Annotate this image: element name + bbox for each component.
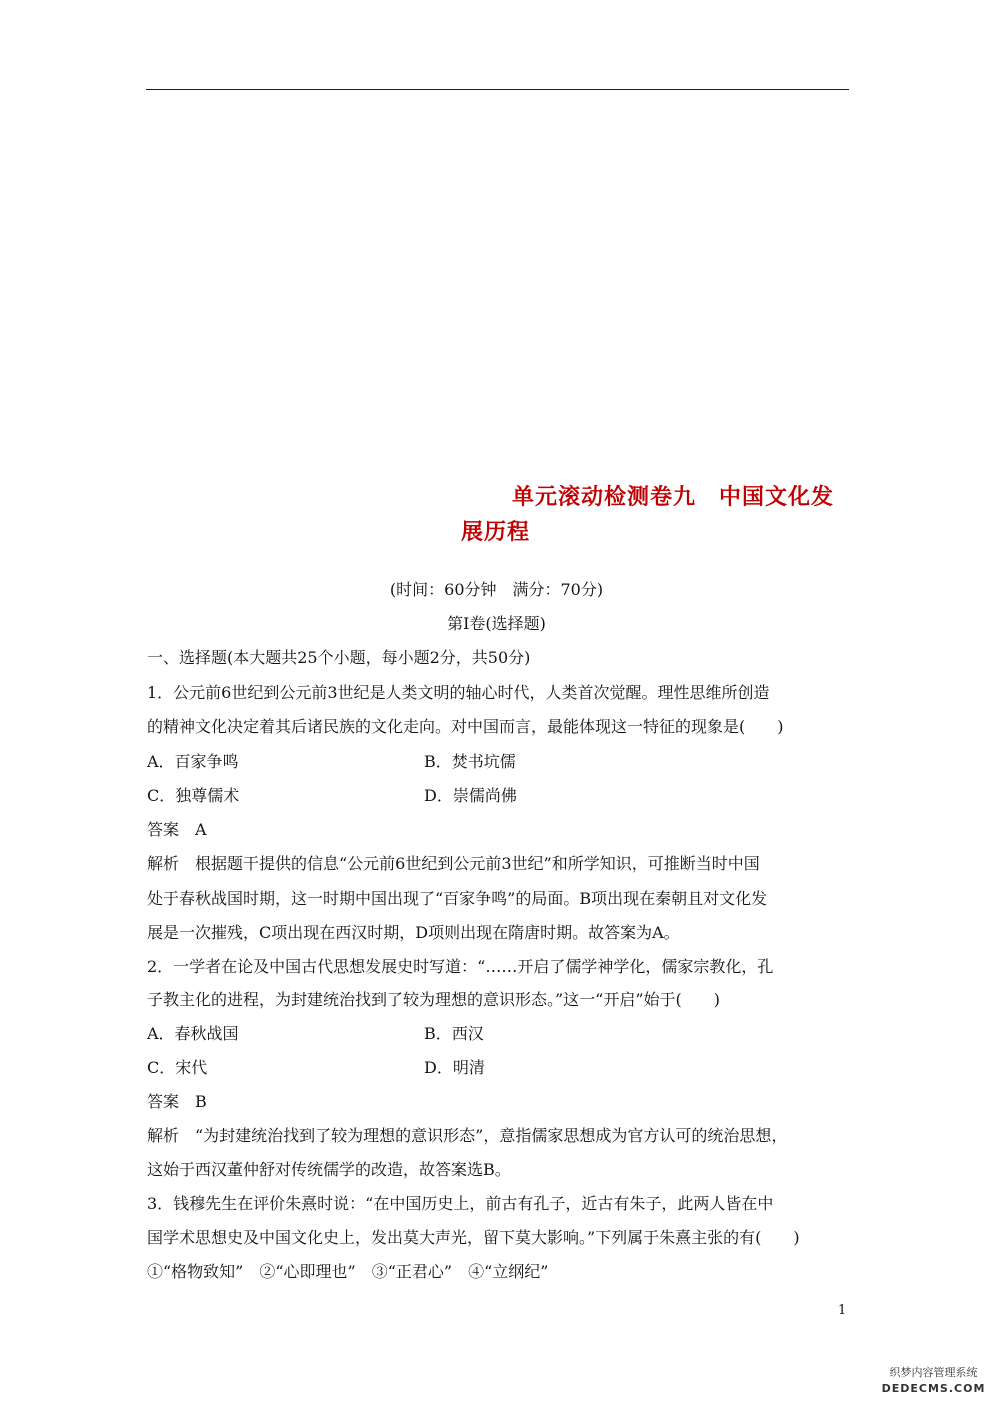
q1-answer: 答案 A <box>147 820 207 839</box>
watermark <box>876 1365 991 1401</box>
q1-explanation-line1: 解析 根据题干提供的信息“公元前6世纪到公元前3世纪”和所学知识，可推断当时中国 <box>147 854 760 873</box>
doc-title-line1: 单元滚动检测卷九 中国文化发 <box>512 484 835 510</box>
q1-option-b: B．焚书坑儒 <box>424 752 516 771</box>
q1-option-d: D．崇儒尚佛 <box>424 786 517 805</box>
q3-stem-line2: 国学术思想史及中国文化史上，发出莫大声光，留下莫大影响。”下列属于朱熹主张的有( ) <box>147 1228 800 1247</box>
q2-option-c: C．宋代 <box>147 1058 208 1077</box>
q2-explanation-line2: 这始于西汉董仲舒对传统儒学的改造，故答案选B。 <box>147 1160 511 1179</box>
page-number: 1 <box>838 1303 847 1318</box>
q2-answer: 答案 B <box>147 1092 207 1111</box>
q2-option-b: B．西汉 <box>424 1024 484 1043</box>
volume-heading: 第Ⅰ卷(选择题) <box>447 614 546 633</box>
q2-option-d: D．明清 <box>424 1058 485 1077</box>
doc-title-line2: 展历程 <box>461 519 531 545</box>
q1-option-a: A．百家争鸣 <box>147 752 239 771</box>
watermark-line1: 织梦内容管理系统 <box>889 1366 978 1379</box>
q1-stem-line2: 的精神文化决定着其后诸民族的文化走向。对中国而言，最能体现这一特征的现象是( ) <box>147 717 784 736</box>
q1-option-c: C．独尊儒术 <box>147 786 240 805</box>
q3-stem-line1: 3．钱穆先生在评价朱熹时说：“在中国历史上，前古有孔子，近古有朱子，此两人皆在中 <box>147 1194 774 1213</box>
q2-stem-line2: 子教主化的进程，为封建统治找到了较为理想的意识形态。”这一“开启”始于( ) <box>147 990 721 1009</box>
q1-explanation-line3: 展是一次摧残，C项出现在西汉时期，D项则出现在隋唐时期。故答案为A。 <box>147 923 680 942</box>
q2-explanation-line1: 解析 “为封建统治找到了较为理想的意识形态”，意指儒家思想成为官方认可的统治思想， <box>147 1126 788 1145</box>
header-rule <box>146 89 849 90</box>
q1-stem-line1: 1．公元前6世纪到公元前3世纪是人类文明的轴心时代，人类首次觉醒。理性思维所创造 <box>147 683 770 702</box>
section-heading: 一、选择题(本大题共25个小题，每小题2分，共50分) <box>147 648 531 667</box>
watermark-line2: DEDECMS.COM <box>881 1382 986 1395</box>
exam-meta: (时间：60分钟 满分：70分) <box>389 580 604 599</box>
q2-stem-line1: 2．一学者在论及中国古代思想发展史时写道：“……开启了儒学神学化，儒家宗教化，孔 <box>147 957 774 976</box>
q3-items: ①“格物致知” ②“心即理也” ③“正君心” ④“立纲纪” <box>147 1262 549 1281</box>
q1-explanation-line2: 处于春秋战国时期，这一时期中国出现了“百家争鸣”的局面。B项出现在秦朝且对文化发 <box>147 889 768 908</box>
q2-option-a: A．春秋战国 <box>147 1024 239 1043</box>
